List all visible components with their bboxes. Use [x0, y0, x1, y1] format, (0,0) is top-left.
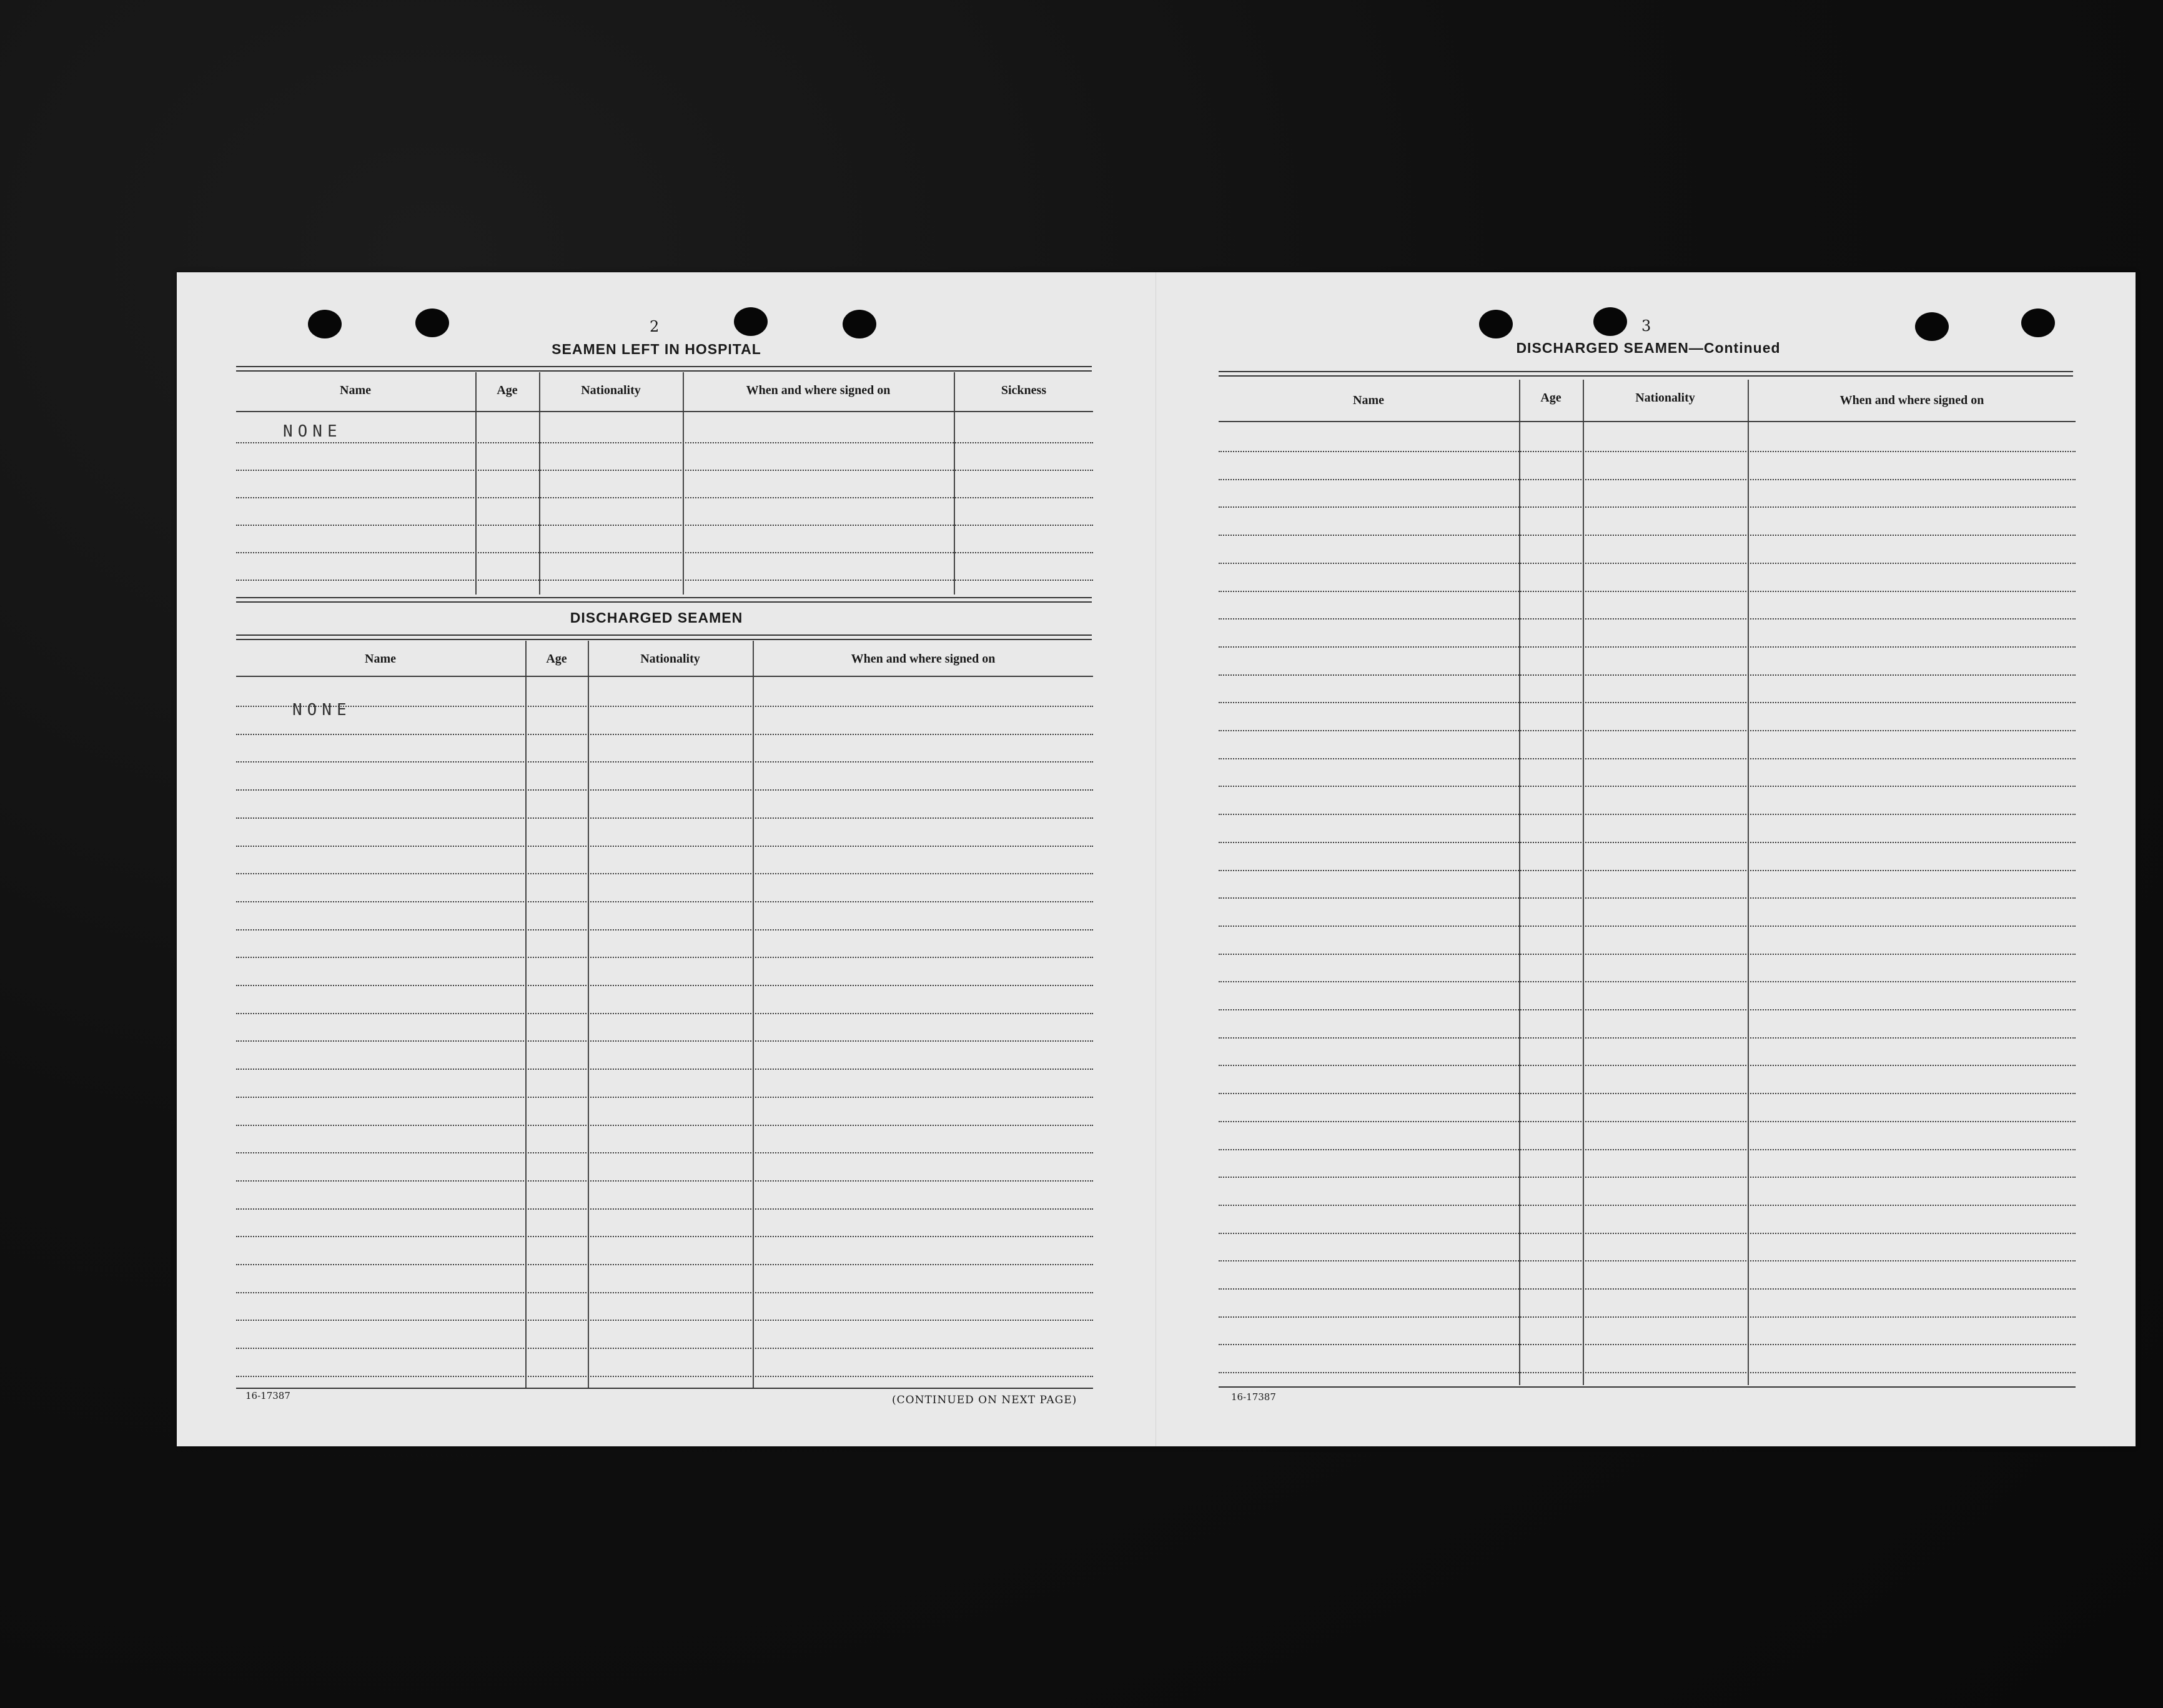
table-row — [236, 497, 1093, 498]
column-divider — [1583, 380, 1584, 1385]
table-row — [236, 929, 1093, 931]
column-divider — [588, 641, 589, 1388]
table-row — [1219, 1009, 2076, 1010]
table-row — [236, 552, 1093, 553]
column-header-name: Name — [365, 652, 396, 666]
column-header-nationality: Nationality — [640, 652, 700, 666]
table-row — [1219, 1233, 2076, 1234]
table-row — [1219, 535, 2076, 536]
table-row — [236, 1264, 1093, 1265]
typed-entry-none: NONE — [283, 422, 342, 441]
table-row — [1219, 618, 2076, 620]
punch-hole — [734, 307, 768, 336]
table-row — [1219, 786, 2076, 787]
column-header-sickness: Sickness — [1001, 383, 1047, 397]
header-underline — [1219, 421, 2076, 422]
column-header-age: Age — [1540, 391, 1562, 405]
table-row — [1219, 646, 2076, 648]
section-title-discharged-continued: DISCHARGED SEAMEN—Continued — [1516, 340, 1781, 356]
table-row — [1219, 451, 2076, 452]
table-row — [236, 1040, 1093, 1042]
column-header-signed-on: When and where signed on — [746, 383, 891, 397]
column-header-name: Name — [1353, 393, 1384, 407]
column-header-signed-on: When and where signed on — [1839, 393, 1984, 407]
table-row — [1219, 981, 2076, 982]
table-row — [236, 846, 1093, 847]
header-underline — [236, 411, 1093, 412]
column-header-nationality: Nationality — [581, 383, 641, 397]
table-row — [236, 1069, 1093, 1070]
table-row — [236, 1152, 1093, 1153]
table-row — [236, 1320, 1093, 1321]
column-header-age: Age — [497, 383, 518, 397]
table-row — [236, 706, 1093, 707]
table-row — [236, 1236, 1093, 1237]
table-row — [236, 1125, 1093, 1126]
table-row — [1219, 1065, 2076, 1066]
table-row — [236, 470, 1093, 471]
table-row — [1219, 674, 2076, 676]
table-row — [1219, 870, 2076, 871]
punch-hole — [2021, 309, 2055, 337]
table-row — [1219, 506, 2076, 508]
table-row — [1219, 591, 2076, 592]
column-divider — [1748, 380, 1749, 1385]
table-row — [236, 901, 1093, 902]
double-rule — [1219, 371, 2073, 377]
punch-hole — [308, 310, 342, 338]
punch-hole — [1593, 307, 1627, 336]
column-header-nationality: Nationality — [1635, 391, 1695, 405]
discharged-continued-table — [1219, 380, 2076, 1391]
table-row — [1219, 479, 2076, 480]
discharged-table — [236, 641, 1093, 1384]
table-row — [236, 761, 1093, 763]
table-row — [1219, 1344, 2076, 1345]
header-underline — [236, 676, 1093, 677]
table-row — [236, 1292, 1093, 1293]
table-row — [236, 525, 1093, 526]
punch-hole — [843, 310, 876, 338]
column-divider — [954, 372, 955, 595]
table-row — [236, 734, 1093, 735]
table-row — [1219, 702, 2076, 703]
table-row — [236, 1208, 1093, 1210]
table-row — [1219, 1205, 2076, 1206]
column-divider — [539, 372, 540, 595]
table-row — [1219, 1260, 2076, 1261]
table-row — [236, 1013, 1093, 1014]
double-rule — [236, 366, 1092, 372]
bottom-rule — [236, 1388, 1093, 1389]
table-row — [1219, 954, 2076, 955]
table-row — [1219, 563, 2076, 564]
table-row — [1219, 814, 2076, 815]
table-row — [1219, 1316, 2076, 1318]
table-row — [1219, 1149, 2076, 1150]
table-row — [1219, 1288, 2076, 1290]
punch-hole — [1915, 312, 1949, 341]
page-number: 2 — [650, 318, 660, 335]
table-row — [236, 957, 1093, 958]
column-divider — [1519, 380, 1520, 1385]
table-row — [236, 789, 1093, 791]
column-divider — [753, 641, 754, 1388]
table-row — [236, 1097, 1093, 1098]
table-row — [236, 1348, 1093, 1349]
bottom-rule — [1219, 1386, 2076, 1388]
continued-note: (CONTINUED ON NEXT PAGE) — [892, 1394, 1077, 1406]
form-number: 16-17387 — [245, 1390, 290, 1401]
table-row — [1219, 1121, 2076, 1122]
table-row — [236, 442, 1093, 443]
document-sheet — [177, 272, 2136, 1446]
table-row — [236, 1180, 1093, 1182]
table-row — [1219, 758, 2076, 759]
table-row — [236, 580, 1093, 581]
table-row — [1219, 1372, 2076, 1373]
typed-entry-none: NONE — [292, 701, 352, 719]
column-header-name: Name — [340, 383, 371, 397]
table-row — [236, 817, 1093, 819]
column-header-signed-on: When and where signed on — [851, 652, 996, 666]
section-title-hospital: SEAMEN LEFT IN HOSPITAL — [552, 341, 761, 357]
column-divider — [683, 372, 684, 595]
table-row — [1219, 897, 2076, 899]
section-title-discharged: DISCHARGED SEAMEN — [570, 610, 743, 626]
table-row — [236, 873, 1093, 874]
column-divider — [525, 641, 527, 1388]
form-number: 16-17387 — [1231, 1391, 1276, 1403]
table-row — [236, 985, 1093, 986]
punch-hole — [415, 309, 449, 337]
table-row — [1219, 1093, 2076, 1094]
column-header-age: Age — [546, 652, 567, 666]
page-number: 3 — [1641, 317, 1651, 335]
double-rule — [236, 634, 1092, 640]
column-divider — [475, 372, 477, 595]
double-rule — [236, 597, 1092, 603]
table-row — [1219, 842, 2076, 843]
table-row — [1219, 926, 2076, 927]
table-row — [1219, 730, 2076, 731]
table-row — [236, 1376, 1093, 1377]
punch-hole — [1479, 310, 1513, 338]
table-row — [1219, 1177, 2076, 1178]
table-row — [1219, 1037, 2076, 1039]
